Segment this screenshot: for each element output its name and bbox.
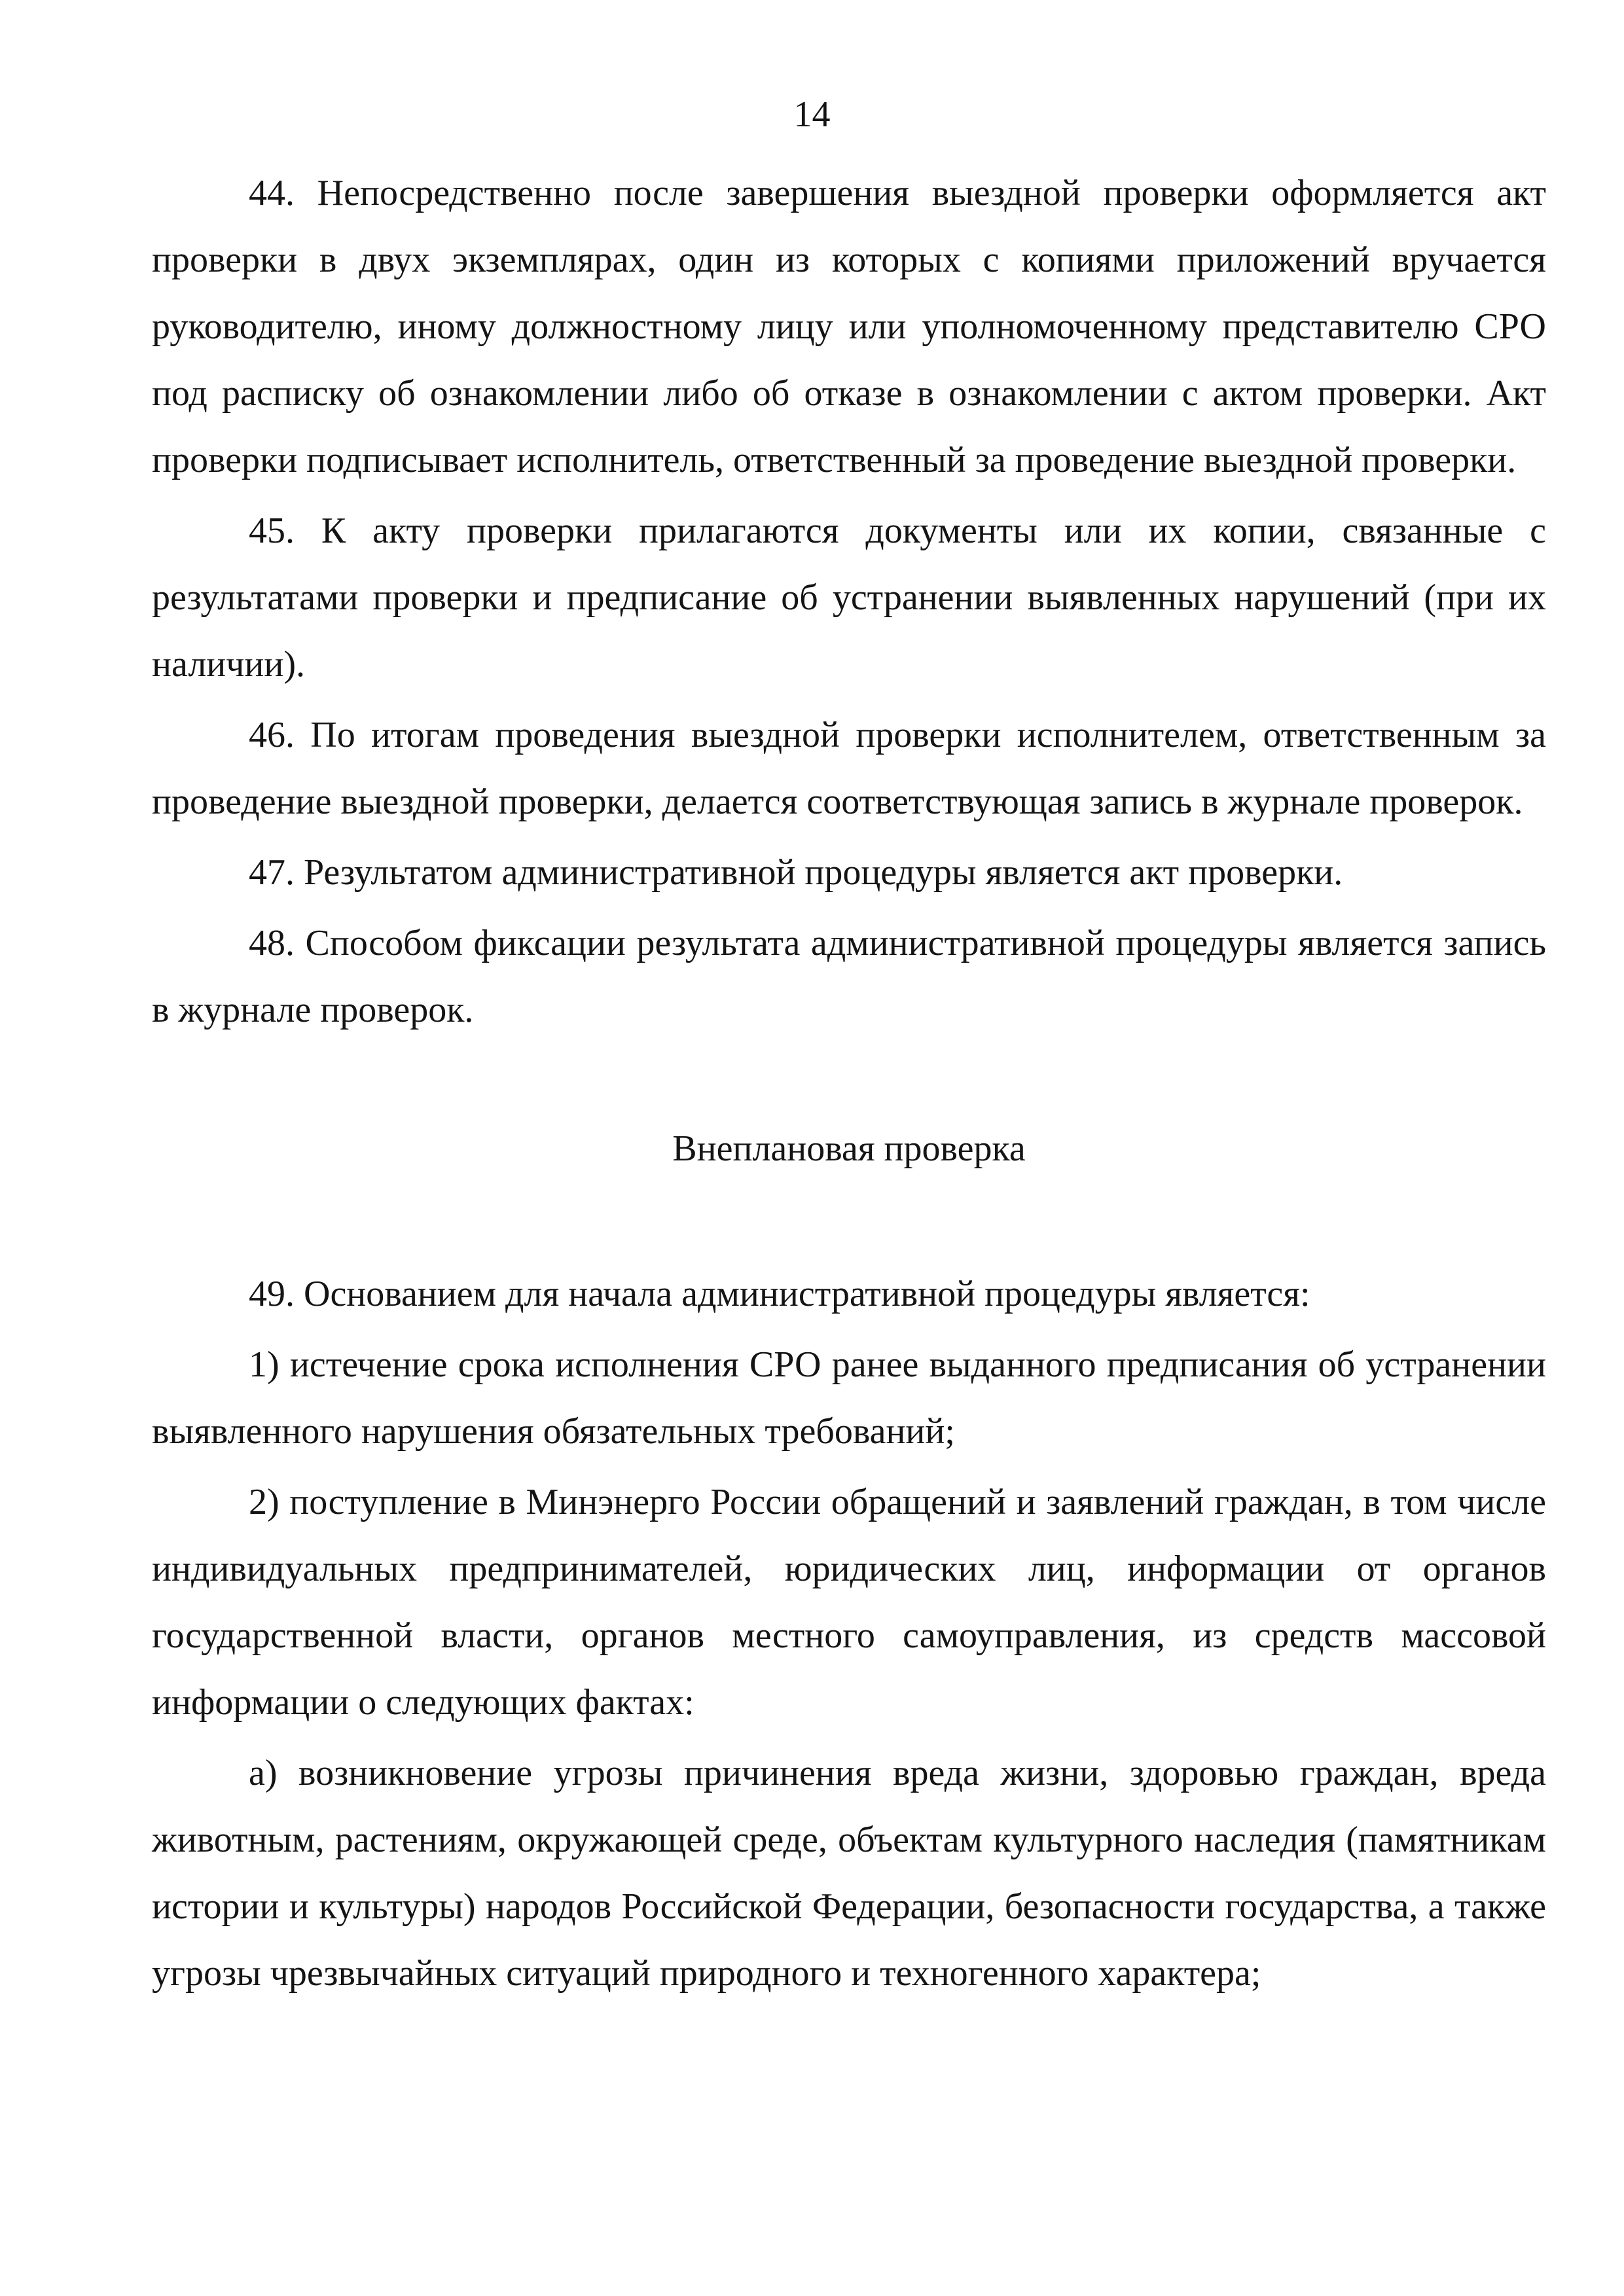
paragraph-44: 44. Непосредственно после завершения выездной проверки оформляется акт проверки в двух экземплярах, один из которых с копиями приложений вручается руководителю, иному должностному лицу или уполномоченному представителю СРО под расписку об ознакомлении либо об отказе в ознакомлении с актом проверки. Акт проверки подписывает исполнитель, ответственный за проведение выездной проверки. — [152, 173, 1546, 480]
paragraph-48: 48. Способом фиксации результата административной процедуры является запись в журнале проверок. — [152, 923, 1546, 1030]
paragraph-49: 49. Основанием для начала административной процедуры является: — [249, 1274, 1310, 1314]
paragraph-47: 47. Результатом административной процедуры является акт проверки. — [249, 852, 1343, 893]
paragraph-45: 45. К акту проверки прилагаются документы или их копии, связанные с результатами проверки и предписание об устранении выявленных нарушений (при их наличии). — [152, 511, 1546, 685]
section-heading: Внеплановая проверка — [672, 1128, 1026, 1169]
page-number: 14 — [793, 94, 831, 135]
list-item-a: а) возникновение угрозы причинения вреда жизни, здоровью граждан, вреда животным, растениям, окружающей среде, объектам культурного наследия (памятникам истории и культуры) народов Российской Федерации, безопасности государства, а также угрозы чрезвычайных ситуаций природного и техногенного характера; — [152, 1753, 1546, 1994]
list-item-1: 1) истечение срока исполнения СРО ранее выданного предписания об устранении выявленного нарушения обязательных требований; — [152, 1344, 1546, 1452]
paragraph-46: 46. По итогам проведения выездной проверки исполнителем, ответственным за проведение выездной проверки, делается соответствующая запись в журнале проверок. — [152, 715, 1546, 822]
document-body — [152, 160, 1546, 2011]
list-item-2: 2) поступление в Минэнерго России обращений и заявлений граждан, в том числе индивидуальных предпринимателей, юридических лиц, информации от органов государственной власти, органов местного самоуправления, из средств массовой информации о следующих фактах: — [152, 1482, 1546, 1723]
